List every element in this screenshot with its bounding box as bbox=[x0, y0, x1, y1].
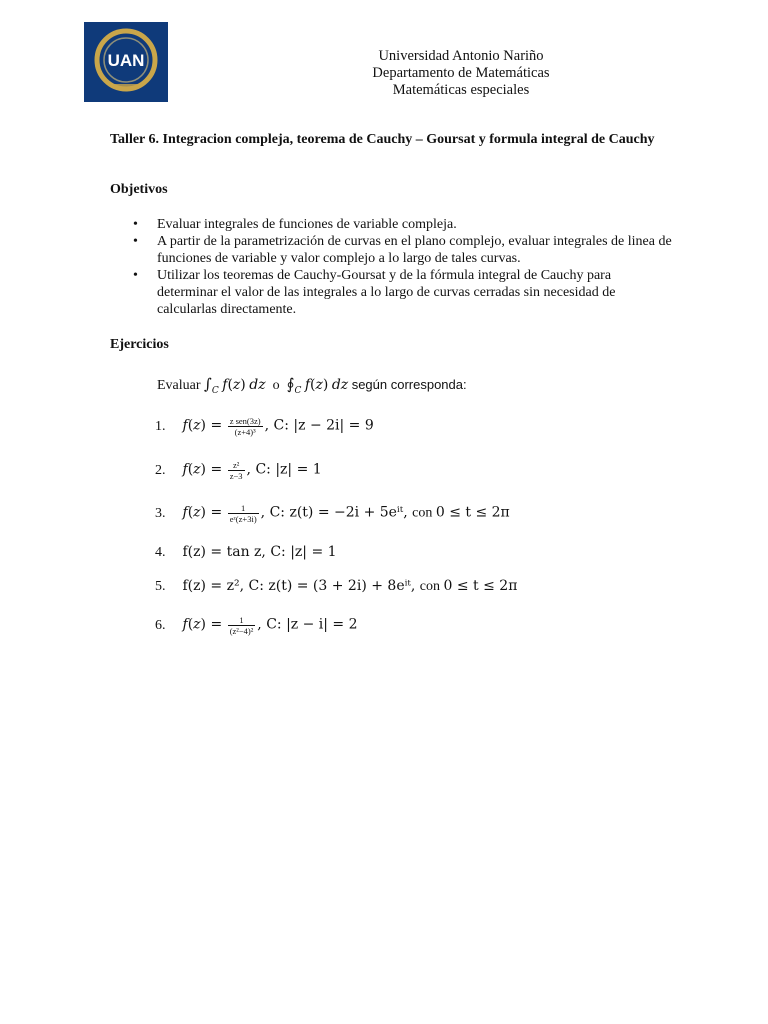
department-name: Departamento de Matemáticas bbox=[372, 65, 550, 81]
document-title: Taller 6. Integracion compleja, teorema de Cauchy – Goursat y formula integral de Cauchy bbox=[110, 132, 655, 147]
intro-connector: o bbox=[272, 378, 280, 393]
university-name: Universidad Antonio Nariño bbox=[378, 48, 544, 64]
expression: f(z) = tan z, C: |z| = 1 bbox=[182, 544, 337, 560]
exercises-heading: Ejercicios bbox=[110, 337, 169, 352]
exercise-number: 6. bbox=[155, 617, 166, 633]
exercise-3: 3. f(z) = $\frac{1}{\text{eᶻ(z+3i)}}$ , C: z(t) = −2i + 5eⁱᵗ, con 0 ≤ t ≤ 2π bbox=[155, 503, 510, 524]
list-item: • Utilizar los teoremas de Cauchy-Goursat y de la fórmula integral de Cauchy para determinar el valor de las integrales a lo largo de curvas cerradas sin necesidad de calcularlas directamente. bbox=[133, 267, 673, 318]
university-logo bbox=[84, 22, 168, 102]
exercise-5: 5. f(z) = z², C: z(t) = (3 + 2i) + 8eⁱᵗ, con 0 ≤ t ≤ 2π bbox=[155, 578, 518, 594]
fraction bbox=[228, 460, 245, 481]
range-word: con bbox=[419, 579, 440, 594]
contour: C: |z| = 1 bbox=[255, 461, 322, 478]
denominator: z−3 bbox=[229, 471, 243, 481]
denominator: eᶻ(z+3i) bbox=[229, 514, 257, 524]
logo-subtext-bar bbox=[112, 84, 140, 88]
exercises-intro: Evaluar $\int_C$ f(z) dz o $∮_C$ f(z) dz según corresponda: bbox=[157, 375, 467, 396]
contour: C: |z − i| = 2 bbox=[266, 616, 358, 633]
exercise-6: 6. f(z) = $\frac{1}{\text{(z²−4)²}}$ , C: |z − i| = 2 bbox=[155, 615, 358, 636]
list-item: • Evaluar integrales de funciones de variable compleja. bbox=[133, 216, 673, 233]
institution-header bbox=[300, 48, 622, 99]
objectives-heading: Objetivos bbox=[110, 182, 168, 197]
fraction bbox=[228, 503, 259, 524]
denominator: (z²−4)² bbox=[229, 626, 254, 636]
objectives-list bbox=[133, 216, 673, 318]
exercise-number: 2. bbox=[155, 462, 166, 478]
exercise-number: 5. bbox=[155, 579, 166, 594]
exercise-number: 1. bbox=[155, 418, 166, 434]
numerator: z sen(3z) bbox=[229, 416, 261, 426]
fraction bbox=[228, 416, 263, 437]
exercise-number: 3. bbox=[155, 505, 166, 521]
course-name: Matemáticas especiales bbox=[392, 82, 530, 98]
contour: C: z(t) = −2i + 5eⁱᵗ bbox=[269, 504, 404, 521]
parameter-range: 0 ≤ t ≤ 2π bbox=[435, 504, 510, 521]
denominator: (z+4)³ bbox=[234, 427, 256, 437]
exercise-1: 1. f(z) = $\frac{\text{z sen(3z)}}{\text{(z+4)³}}$ , C: |z − 2i| = 9 bbox=[155, 416, 374, 437]
exercise-4 bbox=[155, 544, 337, 561]
contour: C: |z − 2i| = 9 bbox=[273, 417, 374, 434]
exercise-2: 2. f(z) = $\frac{\text{z²}}{z-3}$ , C: |z| = 1 bbox=[155, 460, 322, 481]
exercise-number: 4. bbox=[155, 545, 166, 560]
intro-prefix: Evaluar bbox=[157, 378, 201, 393]
numerator: 1 bbox=[228, 503, 259, 514]
numerator: z² bbox=[228, 460, 245, 471]
intro-suffix: según corresponda: bbox=[351, 377, 467, 392]
parameter-range: 0 ≤ t ≤ 2π bbox=[443, 578, 518, 594]
logo-ring-icon bbox=[84, 22, 168, 102]
logo-text: UAN bbox=[107, 51, 145, 70]
expression: f(z) = z², C: z(t) = (3 + 2i) + 8eⁱᵗ bbox=[182, 578, 411, 594]
range-word: con bbox=[412, 505, 433, 521]
list-item: • A partir de la parametrización de curvas en el plano complejo, evaluar integrales de linea de funciones de variable y valor complejo a lo largo de tales curvas. bbox=[133, 233, 673, 267]
numerator: 1 bbox=[228, 615, 256, 626]
fraction bbox=[228, 615, 256, 636]
